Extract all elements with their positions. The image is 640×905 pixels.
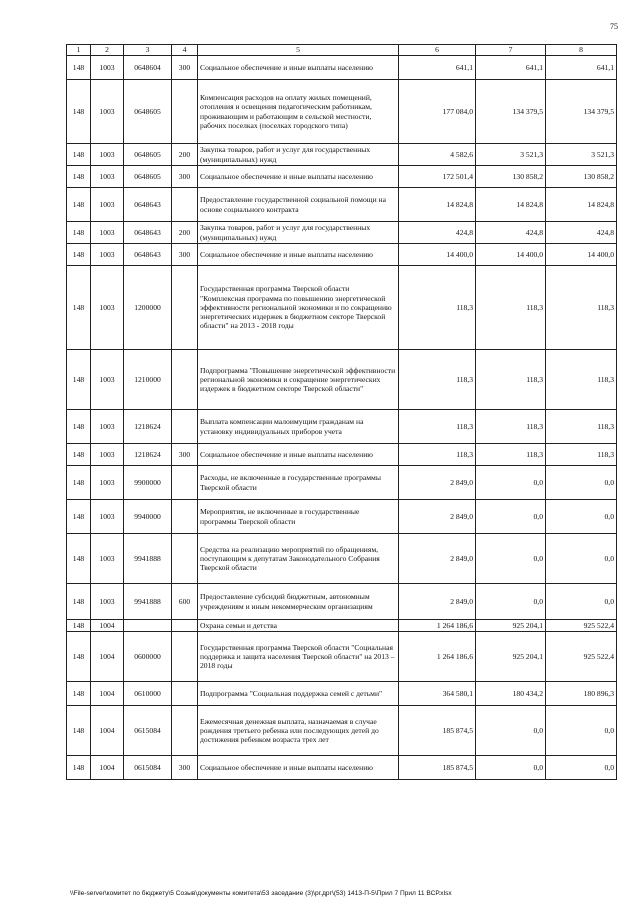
amount-col-6: 185 874,5 [399, 706, 476, 756]
amount-col-8: 0,0 [546, 584, 617, 620]
item-name: Социальное обеспечение и иные выплаты населению [198, 166, 399, 188]
amount-col-8: 925 522,4 [546, 632, 617, 682]
amount-col-6: 2 849,0 [399, 466, 476, 500]
table-row [67, 188, 617, 222]
ministry-code: 148 [67, 632, 91, 682]
target-code: 9940000 [124, 500, 172, 534]
item-name: Социальное обеспечение и иные выплаты населению [198, 56, 399, 80]
section-code: 1004 [91, 756, 124, 780]
amount-col-8: 0,0 [546, 756, 617, 780]
amount-col-6: 364 580,1 [399, 682, 476, 706]
table-row [67, 266, 617, 350]
amount-col-7: 0,0 [476, 534, 546, 584]
target-code: 0615084 [124, 756, 172, 780]
ministry-code: 148 [67, 144, 91, 166]
amount-col-6: 118,3 [399, 410, 476, 444]
table-row [67, 56, 617, 80]
ministry-code: 148 [67, 244, 91, 266]
item-name: Расходы, не включенные в государственные программы Тверской области [198, 466, 399, 500]
amount-col-7: 0,0 [476, 584, 546, 620]
item-name: Социальное обеспечение и иные выплаты населению [198, 444, 399, 466]
item-name: Выплата компенсации малоимущим гражданам на установку индивидуальных приборов учета [198, 410, 399, 444]
target-code: 0648643 [124, 222, 172, 244]
amount-col-8: 118,3 [546, 410, 617, 444]
column-header: 1 [67, 45, 91, 56]
amount-col-7: 118,3 [476, 444, 546, 466]
expense-type-code: 300 [172, 444, 198, 466]
expense-type-code: 300 [172, 756, 198, 780]
ministry-code: 148 [67, 80, 91, 144]
target-code [124, 620, 172, 632]
ministry-code: 148 [67, 222, 91, 244]
item-name: Подпрограмма "Повышение энергетической эффективности региональной экономики и сокращение энергетических издержек в бюджетном секторе Тверской области" [198, 350, 399, 410]
amount-col-6: 424,8 [399, 222, 476, 244]
item-name: Средства на реализацию мероприятий по обращениям, поступающим к депутатам Законодательного Собрания Тверской области [198, 534, 399, 584]
amount-col-7: 3 521,3 [476, 144, 546, 166]
table-row [67, 620, 617, 632]
expense-type-code: 200 [172, 222, 198, 244]
target-code: 0648605 [124, 166, 172, 188]
amount-col-8: 14 400,0 [546, 244, 617, 266]
amount-col-6: 641,1 [399, 56, 476, 80]
item-name: Предоставление субсидий бюджетным, автономным учреждениям и иным некоммерческим организациям [198, 584, 399, 620]
section-code: 1004 [91, 620, 124, 632]
table-row [67, 706, 617, 756]
item-name: Государственная программа Тверской области "Комплексная программа по повышению энергетической эффективности региональной экономики и по сокращению энергетических издержек в бюджетном секторе Тверской области" на 2013 - 2018 годы [198, 266, 399, 350]
target-code: 9900000 [124, 466, 172, 500]
section-code: 1003 [91, 144, 124, 166]
table-row [67, 166, 617, 188]
amount-col-8: 130 858,2 [546, 166, 617, 188]
section-code: 1003 [91, 584, 124, 620]
ministry-code: 148 [67, 620, 91, 632]
target-code: 1218624 [124, 444, 172, 466]
item-name: Ежемесячная денежная выплата, назначаемая в случае рождения третьего ребенка или последующих детей до достижения ребенком возраста трех лет [198, 706, 399, 756]
amount-col-8: 641,1 [546, 56, 617, 80]
budget-table [66, 44, 617, 780]
target-code: 9941888 [124, 584, 172, 620]
amount-col-7: 134 379,5 [476, 80, 546, 144]
table-row [67, 682, 617, 706]
amount-col-7: 925 204,1 [476, 620, 546, 632]
amount-col-7: 0,0 [476, 756, 546, 780]
expense-type-code: 300 [172, 244, 198, 266]
item-name: Охрана семьи и детства [198, 620, 399, 632]
amount-col-8: 180 896,3 [546, 682, 617, 706]
amount-col-7: 0,0 [476, 706, 546, 756]
amount-col-6: 118,3 [399, 444, 476, 466]
amount-col-6: 1 264 186,6 [399, 620, 476, 632]
ministry-code: 148 [67, 350, 91, 410]
table-row [67, 466, 617, 500]
expense-type-code [172, 632, 198, 682]
item-name: Государственная программа Тверской области "Социальная поддержка и защита населения Тверской области" на 2013 – 2018 годы [198, 632, 399, 682]
amount-col-6: 185 874,5 [399, 756, 476, 780]
column-header: 3 [124, 45, 172, 56]
item-name: Закупка товаров, работ и услуг для государственных (муниципальных) нужд [198, 144, 399, 166]
item-name: Социальное обеспечение и иные выплаты населению [198, 756, 399, 780]
ministry-code: 148 [67, 500, 91, 534]
expense-type-code [172, 534, 198, 584]
amount-col-6: 1 264 186,6 [399, 632, 476, 682]
section-code: 1003 [91, 80, 124, 144]
column-header: 7 [476, 45, 546, 56]
ministry-code: 148 [67, 756, 91, 780]
amount-col-8: 0,0 [546, 466, 617, 500]
expense-type-code [172, 350, 198, 410]
amount-col-6: 118,3 [399, 266, 476, 350]
ministry-code: 148 [67, 266, 91, 350]
expense-type-code: 200 [172, 144, 198, 166]
section-code: 1003 [91, 222, 124, 244]
section-code: 1003 [91, 500, 124, 534]
amount-col-6: 2 849,0 [399, 534, 476, 584]
expense-type-code [172, 682, 198, 706]
ministry-code: 148 [67, 682, 91, 706]
target-code: 0648643 [124, 244, 172, 266]
target-code: 0648605 [124, 80, 172, 144]
target-code: 0648604 [124, 56, 172, 80]
section-code: 1003 [91, 188, 124, 222]
item-name: Подпрограмма "Социальная поддержка семей с детьми" [198, 682, 399, 706]
section-code: 1003 [91, 56, 124, 80]
table-row [67, 584, 617, 620]
footer-file-path: \\File-server\комитет по бюджету\5 Созыв\документы комитета\53 заседание (3)\рг.дрг\(53) 1413-П-5\Прил 7 Прил 11 ВСР.xlsx [70, 890, 452, 897]
amount-col-7: 14 400,0 [476, 244, 546, 266]
amount-col-8: 118,3 [546, 444, 617, 466]
expense-type-code: 300 [172, 166, 198, 188]
section-code: 1004 [91, 632, 124, 682]
ministry-code: 148 [67, 534, 91, 584]
amount-col-8: 925 522,4 [546, 620, 617, 632]
amount-col-6: 4 582,6 [399, 144, 476, 166]
column-number-header-row [67, 45, 617, 56]
table-row [67, 534, 617, 584]
table-row [67, 444, 617, 466]
expense-type-code [172, 706, 198, 756]
target-code: 1210000 [124, 350, 172, 410]
amount-col-8: 0,0 [546, 500, 617, 534]
amount-col-6: 2 849,0 [399, 584, 476, 620]
amount-col-7: 180 434,2 [476, 682, 546, 706]
expense-type-code [172, 410, 198, 444]
ministry-code: 148 [67, 466, 91, 500]
table-row [67, 756, 617, 780]
ministry-code: 148 [67, 706, 91, 756]
expense-type-code [172, 466, 198, 500]
expense-type-code [172, 500, 198, 534]
section-code: 1004 [91, 706, 124, 756]
item-name: Предоставление государственной социальной помощи на основе социального контракта [198, 188, 399, 222]
ministry-code: 148 [67, 188, 91, 222]
table-row [67, 244, 617, 266]
amount-col-7: 424,8 [476, 222, 546, 244]
column-header: 8 [546, 45, 617, 56]
amount-col-8: 424,8 [546, 222, 617, 244]
column-header: 5 [198, 45, 399, 56]
table-row [67, 410, 617, 444]
target-code: 0648605 [124, 144, 172, 166]
amount-col-8: 134 379,5 [546, 80, 617, 144]
amount-col-6: 14 400,0 [399, 244, 476, 266]
expense-type-code: 300 [172, 56, 198, 80]
amount-col-6: 172 501,4 [399, 166, 476, 188]
page-number: 75 [610, 22, 618, 31]
expense-type-code [172, 620, 198, 632]
amount-col-6: 177 084,0 [399, 80, 476, 144]
amount-col-7: 118,3 [476, 350, 546, 410]
amount-col-6: 2 849,0 [399, 500, 476, 534]
section-code: 1003 [91, 410, 124, 444]
expense-type-code [172, 188, 198, 222]
ministry-code: 148 [67, 444, 91, 466]
amount-col-7: 0,0 [476, 466, 546, 500]
amount-col-7: 641,1 [476, 56, 546, 80]
table-row [67, 632, 617, 682]
table-row [67, 222, 617, 244]
target-code: 0610000 [124, 682, 172, 706]
amount-col-7: 14 824,8 [476, 188, 546, 222]
amount-col-8: 118,3 [546, 266, 617, 350]
target-code: 9941888 [124, 534, 172, 584]
amount-col-8: 118,3 [546, 350, 617, 410]
amount-col-7: 130 858,2 [476, 166, 546, 188]
target-code: 0600000 [124, 632, 172, 682]
table-row [67, 144, 617, 166]
item-name: Социальное обеспечение и иные выплаты населению [198, 244, 399, 266]
column-header: 6 [399, 45, 476, 56]
target-code: 0648643 [124, 188, 172, 222]
amount-col-7: 118,3 [476, 410, 546, 444]
amount-col-8: 0,0 [546, 534, 617, 584]
section-code: 1003 [91, 466, 124, 500]
section-code: 1003 [91, 166, 124, 188]
amount-col-6: 14 824,8 [399, 188, 476, 222]
column-header: 4 [172, 45, 198, 56]
target-code: 1218624 [124, 410, 172, 444]
column-header: 2 [91, 45, 124, 56]
target-code: 0615084 [124, 706, 172, 756]
ministry-code: 148 [67, 584, 91, 620]
target-code: 1200000 [124, 266, 172, 350]
item-name: Компенсация расходов на оплату жилых помещений, отопления и освещения педагогическим работникам, проживающим и работающим в сельской местности, рабочих поселках (поселках городского типа) [198, 80, 399, 144]
ministry-code: 148 [67, 410, 91, 444]
amount-col-7: 925 204,1 [476, 632, 546, 682]
section-code: 1003 [91, 266, 124, 350]
item-name: Закупка товаров, работ и услуг для государственных (муниципальных) нужд [198, 222, 399, 244]
amount-col-8: 3 521,3 [546, 144, 617, 166]
section-code: 1003 [91, 444, 124, 466]
section-code: 1003 [91, 244, 124, 266]
ministry-code: 148 [67, 166, 91, 188]
section-code: 1003 [91, 350, 124, 410]
item-name: Мероприятия, не включенные в государственные программы Тверской области [198, 500, 399, 534]
ministry-code: 148 [67, 56, 91, 80]
amount-col-8: 0,0 [546, 706, 617, 756]
amount-col-7: 118,3 [476, 266, 546, 350]
section-code: 1004 [91, 682, 124, 706]
section-code: 1003 [91, 534, 124, 584]
table-row [67, 80, 617, 144]
amount-col-7: 0,0 [476, 500, 546, 534]
expense-type-code [172, 80, 198, 144]
amount-col-6: 118,3 [399, 350, 476, 410]
expense-type-code [172, 266, 198, 350]
amount-col-8: 14 824,8 [546, 188, 617, 222]
table-row [67, 350, 617, 410]
expense-type-code: 600 [172, 584, 198, 620]
table-row [67, 500, 617, 534]
